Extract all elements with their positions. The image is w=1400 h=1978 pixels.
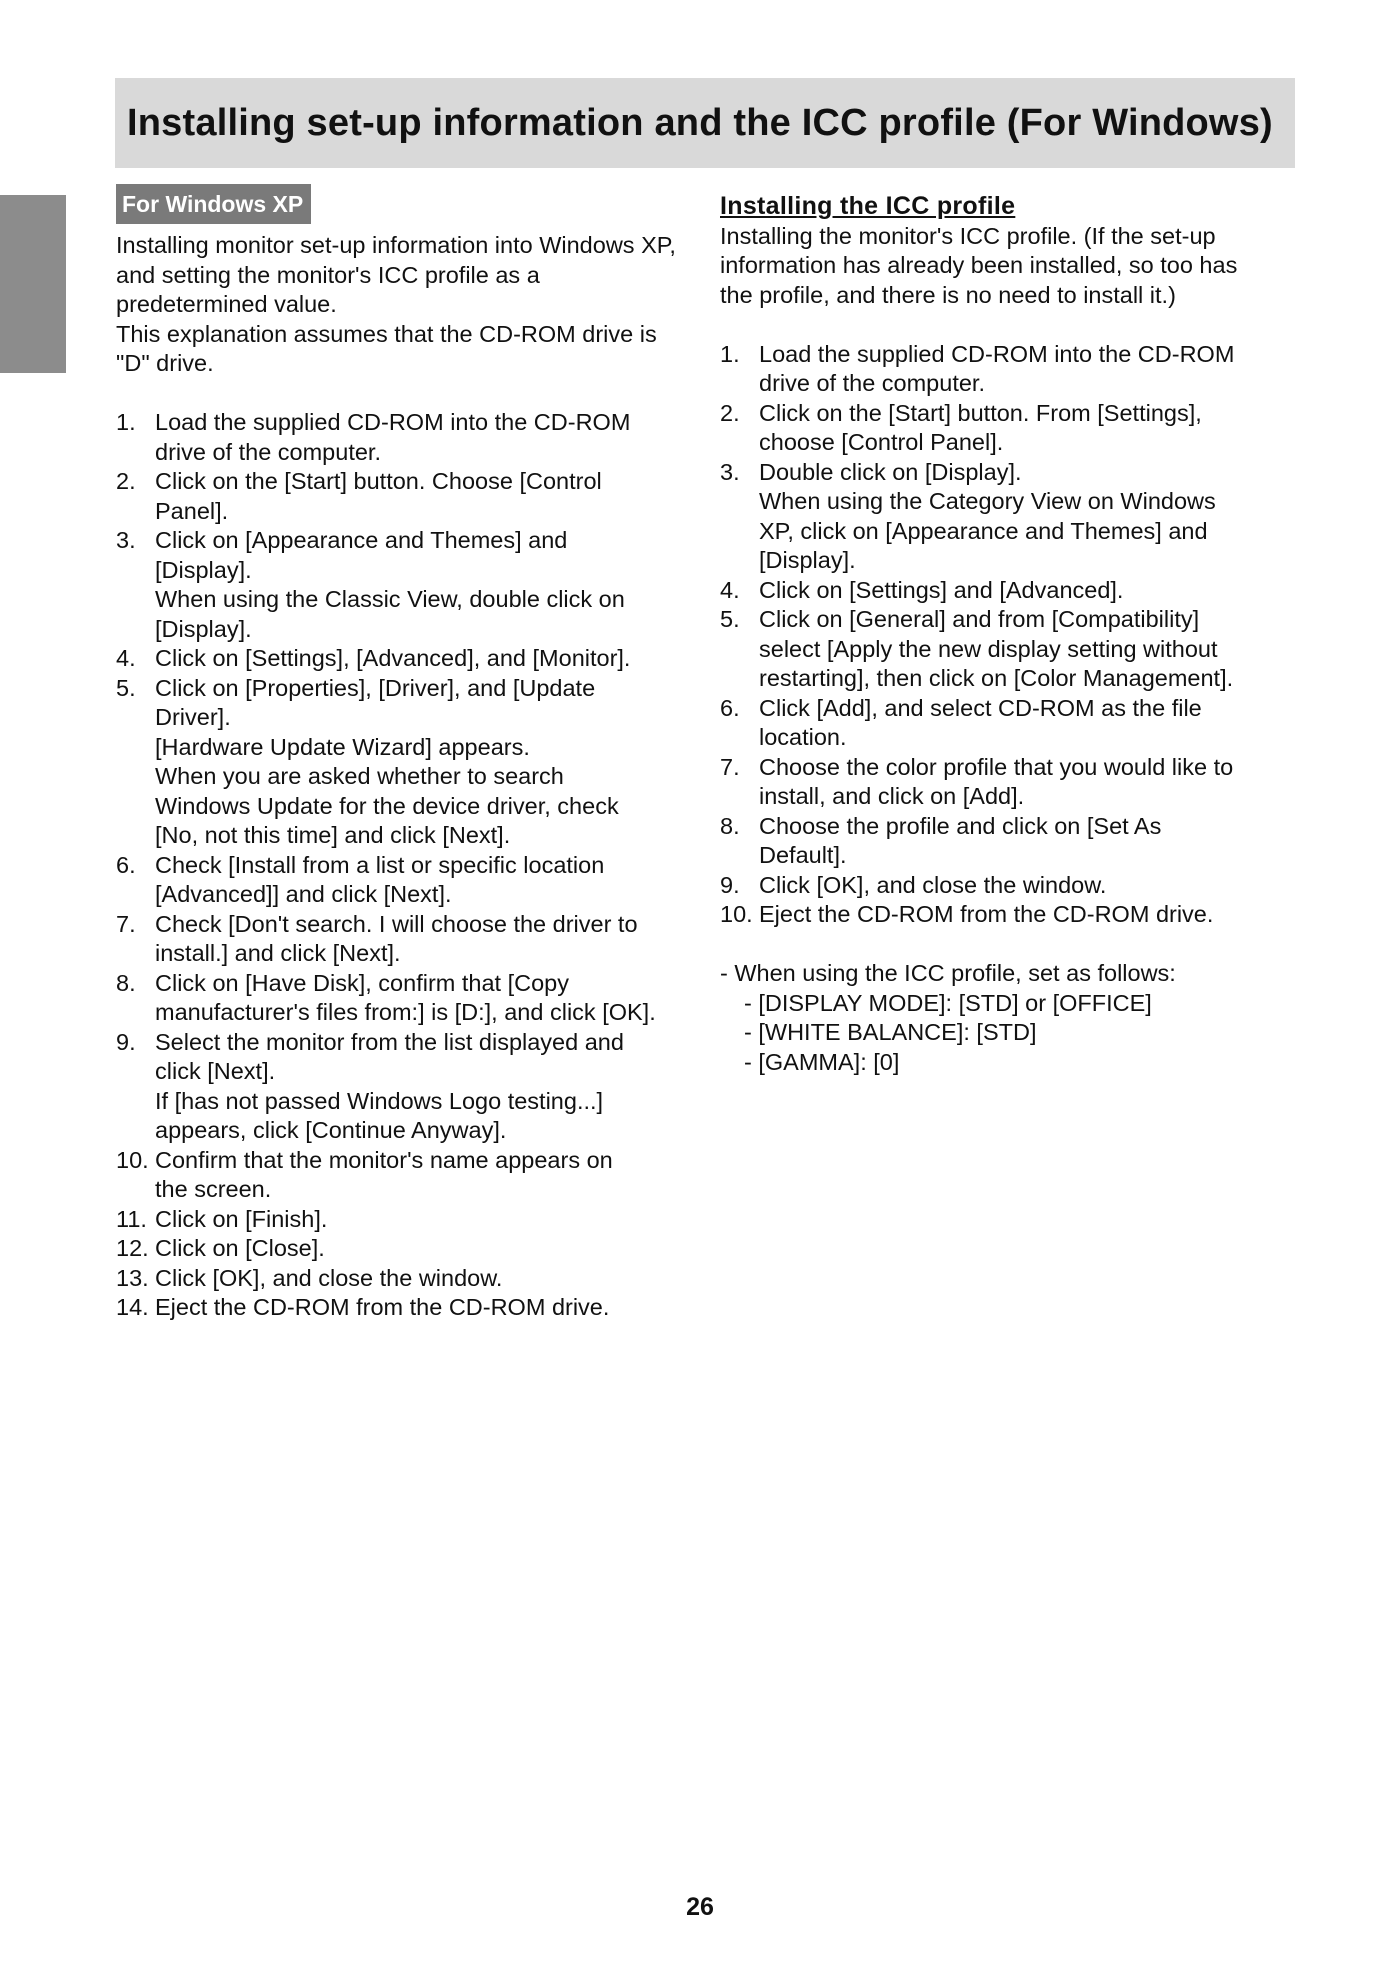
step-text-line: location. <box>759 724 847 750</box>
icc-profile-step <box>720 458 1300 576</box>
icc-intro-line-1: Installing the monitor's ICC profile. (If the set-up <box>720 222 1216 249</box>
step-text-line: install, and click on [Add]. <box>759 783 1025 809</box>
step-text-line: Panel]. <box>155 497 229 524</box>
step-number: 14. <box>116 1294 149 1320</box>
xp-setup-step <box>116 408 691 467</box>
xp-setup-step <box>116 467 691 526</box>
step-text-line: manufacturer's files from:] is [D:], and click [OK]. <box>155 999 656 1025</box>
intro-drive-note: This explanation assumes that the CD-ROM drive is "D" drive. <box>116 320 657 376</box>
xp-setup-step <box>116 1264 691 1294</box>
step-text-line: Choose the color profile that you would like to <box>759 753 1234 780</box>
xp-setup-step <box>116 910 691 969</box>
icc-profile-step <box>720 694 1300 753</box>
right-column <box>720 192 1300 1077</box>
right-step-list <box>720 340 1300 930</box>
note-white-balance: - [WHITE BALANCE]: [STD] <box>744 1019 1037 1045</box>
step-text-line: appears, click [Continue Anyway]. <box>155 1117 507 1143</box>
side-index-tab <box>0 195 66 373</box>
step-text-line: [Display]. <box>759 547 856 573</box>
step-text-line: Driver]. <box>155 704 231 730</box>
step-text-line: XP, click on [Appearance and Themes] and <box>759 517 1208 544</box>
xp-setup-step <box>116 1146 691 1205</box>
xp-setup-step <box>116 1028 691 1146</box>
page-title-bar <box>115 78 1295 168</box>
step-text-line: Load the supplied CD-ROM into the CD-ROM <box>155 409 631 435</box>
icc-profile-step <box>720 871 1300 901</box>
step-number: 9. <box>720 871 740 898</box>
step-number: 7. <box>116 910 136 937</box>
icc-profile-step <box>720 605 1300 694</box>
step-text-line: When you are asked whether to search <box>155 763 564 789</box>
step-text-line: Click [Add], and select CD-ROM as the file <box>759 694 1202 721</box>
note-gamma: - [GAMMA]: [0] <box>744 1048 900 1075</box>
step-number: 5. <box>116 674 136 701</box>
page-number: 26 <box>686 1893 714 1921</box>
step-number: 10. <box>720 901 753 927</box>
xp-setup-step <box>116 969 691 1028</box>
step-number: 1. <box>116 409 136 435</box>
step-text-line: Check [Don't search. I will choose the driver to <box>155 910 638 937</box>
step-text-line: drive of the computer. <box>759 370 985 396</box>
step-text-line: Click on [General] and from [Compatibility] <box>759 606 1200 632</box>
step-text-line: Load the supplied CD-ROM into the CD-ROM <box>759 340 1235 367</box>
step-text-line: Click on [Settings], [Advanced], and [Monitor]. <box>155 645 631 671</box>
step-text-line: Click on the [Start] button. Choose [Control <box>155 468 602 494</box>
xp-setup-step <box>116 1205 691 1235</box>
intro-paragraph: Installing monitor set-up information into Windows XP, and setting the monitor's ICC profile as a predetermined value. <box>116 232 676 317</box>
step-text-line: Double click on [Display]. <box>759 458 1022 485</box>
note-display-mode: - [DISPLAY MODE]: [STD] or [OFFICE] <box>744 989 1152 1016</box>
step-number: 6. <box>116 851 136 878</box>
icc-section-heading: Installing the ICC profile <box>720 192 1016 220</box>
step-number: 5. <box>720 606 740 632</box>
step-text-line: click [Next]. <box>155 1058 276 1084</box>
step-number: 10. <box>116 1146 149 1173</box>
step-text-line: Eject the CD-ROM from the CD-ROM drive. <box>759 901 1214 927</box>
step-text-line: install.] and click [Next]. <box>155 940 401 966</box>
step-text-line: Click on [Properties], [Driver], and [Update <box>155 674 596 701</box>
icc-settings-notes <box>720 959 1300 1077</box>
xp-setup-step <box>116 526 691 644</box>
left-column <box>116 184 691 1323</box>
step-text-line: [Display]. <box>155 556 252 583</box>
step-text-line: Choose the profile and click on [Set As <box>759 812 1162 839</box>
step-text-line: Confirm that the monitor's name appears on <box>155 1146 613 1173</box>
xp-setup-step <box>116 674 691 851</box>
icc-profile-step <box>720 340 1300 399</box>
step-number: 9. <box>116 1028 136 1055</box>
step-text-line: Click on [Settings] and [Advanced]. <box>759 576 1124 603</box>
step-text-line: Click on [Have Disk], confirm that [Copy <box>155 969 569 996</box>
xp-setup-step <box>116 1293 691 1323</box>
xp-setup-step <box>116 851 691 910</box>
step-text-line: Click on [Close]. <box>155 1235 325 1261</box>
step-text-line: Click on the [Start] button. From [Settings], <box>759 399 1202 426</box>
step-text-line: choose [Control Panel]. <box>759 429 1004 455</box>
step-text-line: Check [Install from a list or specific location <box>155 851 605 878</box>
step-text-line: Select the monitor from the list displayed and <box>155 1028 624 1055</box>
step-text-line: When using the Category View on Windows <box>759 488 1216 514</box>
step-number: 2. <box>116 468 136 494</box>
step-text-line: Click [OK], and close the window. <box>759 871 1107 898</box>
xp-setup-step <box>116 1234 691 1264</box>
step-text-line: [Display]. <box>155 615 252 642</box>
step-text-line: [No, not this time] and click [Next]. <box>155 822 511 848</box>
step-text-line: drive of the computer. <box>155 438 381 465</box>
step-text-line: Click [OK], and close the window. <box>155 1264 503 1291</box>
icc-profile-step <box>720 900 1300 930</box>
left-step-list <box>116 408 691 1323</box>
xp-setup-step <box>116 644 691 674</box>
step-text-line: [Advanced]] and click [Next]. <box>155 881 452 907</box>
page-title: Installing set-up information and the ICC profile (For Windows) <box>127 101 1273 144</box>
step-text-line: Windows Update for the device driver, check <box>155 792 619 819</box>
step-text-line: [Hardware Update Wizard] appears. <box>155 733 530 760</box>
step-number: 11. <box>116 1205 147 1232</box>
icc-intro-line-2: information has already been installed, so too has <box>720 252 1238 278</box>
step-text-line: Click on [Appearance and Themes] and <box>155 527 568 553</box>
step-number: 6. <box>720 694 740 721</box>
step-number: 3. <box>116 527 136 553</box>
step-text-line: restarting], then click on [Color Management]. <box>759 665 1234 691</box>
step-text-line: Click on [Finish]. <box>155 1205 328 1232</box>
step-number: 4. <box>116 645 136 671</box>
step-number: 8. <box>116 969 136 996</box>
step-number: 4. <box>720 576 740 603</box>
step-number: 13. <box>116 1264 149 1291</box>
step-number: 2. <box>720 399 740 426</box>
step-number: 12. <box>116 1235 149 1261</box>
step-number: 8. <box>720 812 740 839</box>
step-text-line: Eject the CD-ROM from the CD-ROM drive. <box>155 1294 610 1320</box>
step-text-line: select [Apply the new display setting without <box>759 635 1218 662</box>
icc-profile-step <box>720 576 1300 606</box>
step-number: 1. <box>720 340 740 367</box>
icc-profile-step <box>720 753 1300 812</box>
step-text-line: If [has not passed Windows Logo testing...] <box>155 1087 604 1114</box>
step-text-line: When using the Classic View, double click on <box>155 586 625 612</box>
icc-profile-step <box>720 399 1300 458</box>
step-number: 3. <box>720 458 740 485</box>
icc-profile-step <box>720 812 1300 871</box>
step-text-line: the screen. <box>155 1176 272 1202</box>
notes-lead: - When using the ICC profile, set as follows: <box>720 960 1176 986</box>
icc-intro-line-3: the profile, and there is no need to install it.) <box>720 281 1176 308</box>
windows-xp-badge: For Windows XP <box>116 184 311 224</box>
step-text-line: Default]. <box>759 842 847 868</box>
step-number: 7. <box>720 753 740 780</box>
